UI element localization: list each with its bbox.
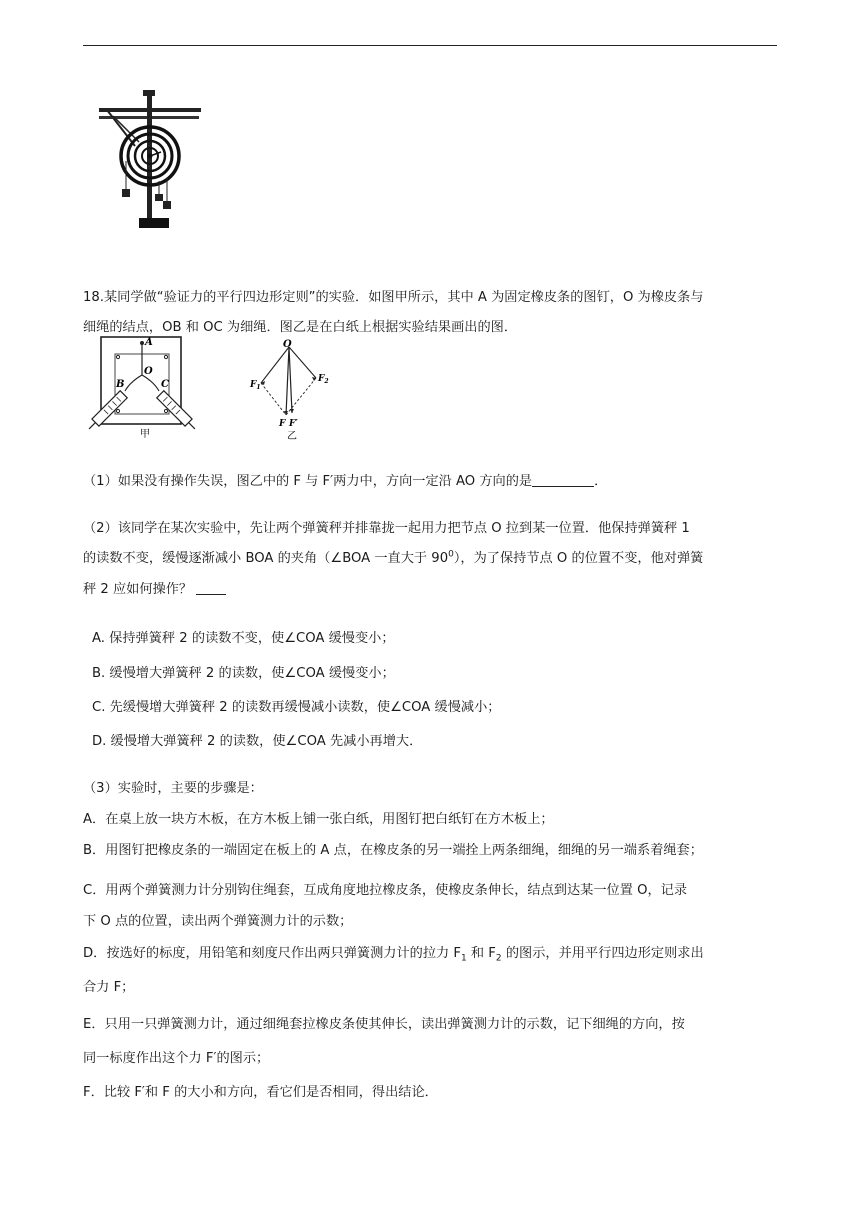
question-2-line2: 的读数不变，缓慢逐渐减小 BOA 的夹角（∠BOA 一直大于 $90^0$），为了保持节点 O 的位置不变，他对弹簧 [83,549,704,566]
step-c-line2: 下 O 点的位置，读出两个弹簧测力计的示数； [83,914,353,929]
label-jia: 甲 [140,429,150,440]
question-2-line3: 秤 2 应如何操作？ [83,580,226,599]
question-3-title: （3）实验时，主要的步骤是： [83,781,263,796]
header-rule [83,45,777,46]
step-c-line1: C．用两个弹簧测力计分别钩住绳套，互成角度地拉橡皮条，使橡皮条伸长，结点到达某一位置 O，记录 [83,883,688,898]
step-d-line1: D．按选好的标度，用铅笔和刻度尺作出两只弹簧测力计的拉力 $F_1$ 和 $F_2$ 的图示，并用平行四边形定则求出 [83,946,704,964]
question-18-intro-line1: 18.某同学做“验证力的平行四边形定则”的实验．如图甲所示，其中 A 为固定橡皮条的图钉，O 为橡皮条与 [83,290,704,305]
question-18-intro-line2: 细绳的结点，OB 和 OC 为细绳．图乙是在白纸上根据实验结果画出的图． [83,320,518,335]
step-e-line2: 同一标度作出这个力 F′的图示； [83,1051,270,1066]
option-a: A. 保持弹簧秤 2 的读数不变，使∠COA 缓慢变小； [92,631,395,646]
question-2-line1: （2）该同学在某次实验中，先让两个弹簧秤并排靠拢一起用力把节点 O 拉到某一位置．他保持弹簧秤 1 [83,521,690,536]
question-1: （1）如果没有操作失误，图乙中的 F 与 F′两力中，方向一定沿 AO 方向的是 ． [83,474,608,489]
label-F: F [279,419,286,429]
label-A: A [145,337,153,348]
label-F-prime: F′ [289,419,298,429]
option-c: C. 先缓慢增大弹簧秤 2 的读数再缓慢减小读数，使∠COA 缓慢减小； [92,700,501,715]
option-d: D. 缓慢增大弹簧秤 2 的读数，使∠COA 先减小再增大． [92,734,423,749]
step-a: A．在桌上放一块方木板，在方木板上铺一张白纸，用图钉把白纸钉在方木板上； [83,812,554,827]
option-b: B. 缓慢增大弹簧秤 2 的读数，使∠COA 缓慢变小； [92,666,395,681]
question-number: 18. [83,290,104,305]
label-F1: $F_1$ [250,380,261,391]
label-B: B [116,379,125,390]
label-O: O [144,366,153,377]
answer-blank-2[interactable] [196,581,226,595]
step-b: B．用图钉把橡皮条的一端固定在板上的 A 点，在橡皮条的另一端拴上两条细绳，细绳的另一端系着绳套； [83,843,703,858]
figure-jia [85,333,205,443]
step-f: F．比较 F′和 F 的大小和方向，看它们是否相同，得出结论． [83,1085,438,1100]
label-yi: 乙 [287,431,297,442]
step-e-line1: E．只用一只弹簧测力计，通过细绳套拉橡皮条使其伸长，读出弹簧测力计的示数，记下细绳的方向，按 [83,1017,685,1032]
apparatus-figure [95,86,205,236]
answer-blank-1[interactable] [532,473,594,487]
step-d-line2: 合力 F； [83,980,135,995]
label-F2: $F_2$ [318,374,329,385]
figure-yi [245,335,340,447]
label-C: C [161,379,169,390]
label-O-yi: O [283,339,292,350]
